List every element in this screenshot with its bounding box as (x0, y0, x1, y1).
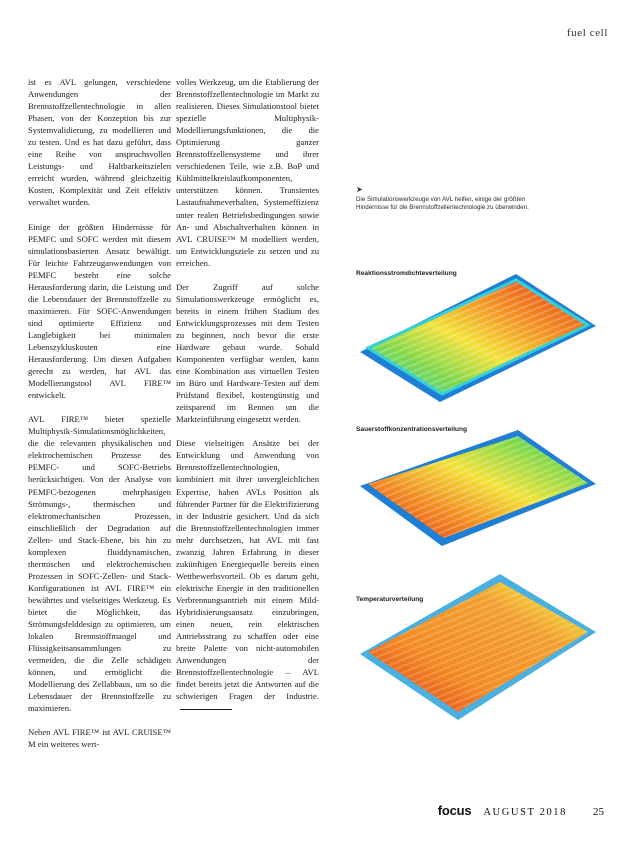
paragraph: Der Zugriff auf solche Simulationswerkzeuge ermöglicht es, bereits in einem frühen Stadium des Entwicklungsprozesses mit dem Testen zu beginnen, noch bevor die erste Hardware gebaut wurde. Sobald Komponenten verfügbar werden, kann eine Kombination aus virtuellen Testen im Büro und Hardware-Testen auf dem Prüfstand flexibel, kostengünstig und zeitsparend im Rennen um die Markteinführung eingesetzt werden. (176, 281, 319, 425)
issue-date: AUGUST 2018 (483, 807, 567, 818)
paragraph: AVL FIRE™ bietet spezielle Multiphysik-Simulationsmöglichkeiten, die die relevanten physikalischen und elektrochemischen Prozesse des PEMFC- und SOFC-Betriebs berücksichtigen. Von der Analyse von PEMFC-bezogenen mehrphasigen Strömungs-, thermischen und elektromechanischen Prozessen, einschließlich der Degradation auf Zellen- und Stack-Ebene, bis hin zu komplexen fluiddynamischen, thermischen und elektrochemischen Prozessen in SOFC-Zellen- und Stack-Konfigurationen ist AVL FIRE™ ein bewährtes und vielseitiges Werkzeug. Es bietet die Möglichkeit, das Strömungsfelddesign zu optimieren, um lokalen Brennstoffmangel und Flüssigkeitsansammlungen zu vermeiden, die die Zelle schädigen können, und ermöglicht die Modellierung des Zellabbaus, um so die Lebensdauer der Brennstoffzelle zu maximieren. (28, 414, 171, 714)
paragraph: ist es AVL gelungen, verschiedene Anwendungen der Brennstoffzellentechnologie in allen Phasen, von der Konzeption bis zur Systemvalidierung, zu modellieren und zu testen. Und es hat dazu geführt, dass eine Reihe von anspruchsvollen Leistungs- und Haltbarkeitszielen erreicht wurden, während gleichzeitig Kosten, Komplexität und Zeit effektiv verwaltet wurden. (28, 77, 171, 208)
paragraph: Neben AVL FIRE™ ist AVL CRUISE™ M ein weiteres wert- (28, 727, 171, 750)
simulation-plate-current-density (350, 234, 598, 404)
article-column-1 (28, 76, 171, 750)
figure-caption (356, 185, 536, 212)
paragraph-text: Diese vielseitigen Ansätze bei der Entwicklung und Anwendung von Brennstoffzellentechnologien, kombiniert mit ihrer unvergleichlichen Expertise, haben AVLs Position als führender Partner für die Elektrifizierung in der Industrie gesichert. Und da sich die Brennstoffzellentechnologien immer mehr durchsetzen, hat AVL mit fast zwanzig Jahren Erfahrung in dieser zukünftigen Energiequelle bereits einen Wettbewerbsvorteil. Ob es darum geht, elektrische Energie in den traditionellen Verbrennungsantrieb mit einem Mild-Hybridisierungsansatz einzubringen, einen neuen, rein elektrischen Antriebsstrang zu schaffen oder eine breite Palette von nicht-automobilen Anwendungen der Brennstoffzellentechnologie – AVL findet bereits jetzt die Antworten auf die schwierigen Fragen der Industrie. (176, 438, 319, 702)
caption-text: Die Simulationswerkzeuge von AVL helfen, einige der größten Hindernisse für die Brennstoffzellentechnologie zu überwinden. (356, 196, 529, 211)
caption-arrow-icon: ➤ (356, 185, 363, 194)
page-footer (438, 803, 604, 818)
section-tag: fuel cell (566, 27, 608, 39)
article-column-2 (176, 76, 319, 714)
figure-label-oxygen-concentration: Sauerstoffkonzentrationsverteilung (356, 426, 468, 433)
paragraph: Einige der größten Hindernisse für PEMFC und SOFC werden mit diesem simulationsbasierten Ansatz bewältigt. Für leichte Fahrzeuganwendungen von PEMFC besteht eine solche Herausforderung darin, die Leistung und die Lebensdauer der Brennstoffzelle zu maximieren. Für SOFC-Anwendungen sind optimierte Effizienz und Langlebigkeit bei minimalen Lebenszykluskosten eine Herausforderung. Um diesen Aufgaben gerecht zu werden, hat AVL das Modellierungstool AVL FIRE™ entwickelt. (28, 221, 171, 401)
end-of-article-rule (180, 709, 232, 710)
paragraph: volles Werkzeug, um die Etablierung der Brennstoffzellentechnologie im Markt zu realisieren. Dieses Simulationstool bietet spezielle Multiphysik-Modellierungsfunktionen, die die Optimierung ganzer Brennstoffzellensysteme und ihrer verschiedenen Teile, wie z.B. BoP und Kühlmittelkreislaufkomponenten, unterstützen können. Transientes Lastaufnahmeverhalten, Systemeffizienz unter realen Betriebsbedingungen sowie An- und Abschaltverhalten können in AVL CRUISE™ M modelliert werden, um Entwicklungsziele zu setzen und zu erreichen. (176, 77, 319, 268)
figure-label-current-density: Reaktionsstromdichteverteilung (356, 270, 457, 277)
simulation-plate-temperature (350, 544, 598, 724)
figure-label-temperature: Temperaturverteilung (356, 596, 424, 603)
page-number: 25 (593, 806, 604, 818)
simulation-plate-oxygen-concentration (350, 400, 598, 550)
paragraph-final (176, 437, 319, 714)
magazine-brand: focus (437, 803, 472, 818)
